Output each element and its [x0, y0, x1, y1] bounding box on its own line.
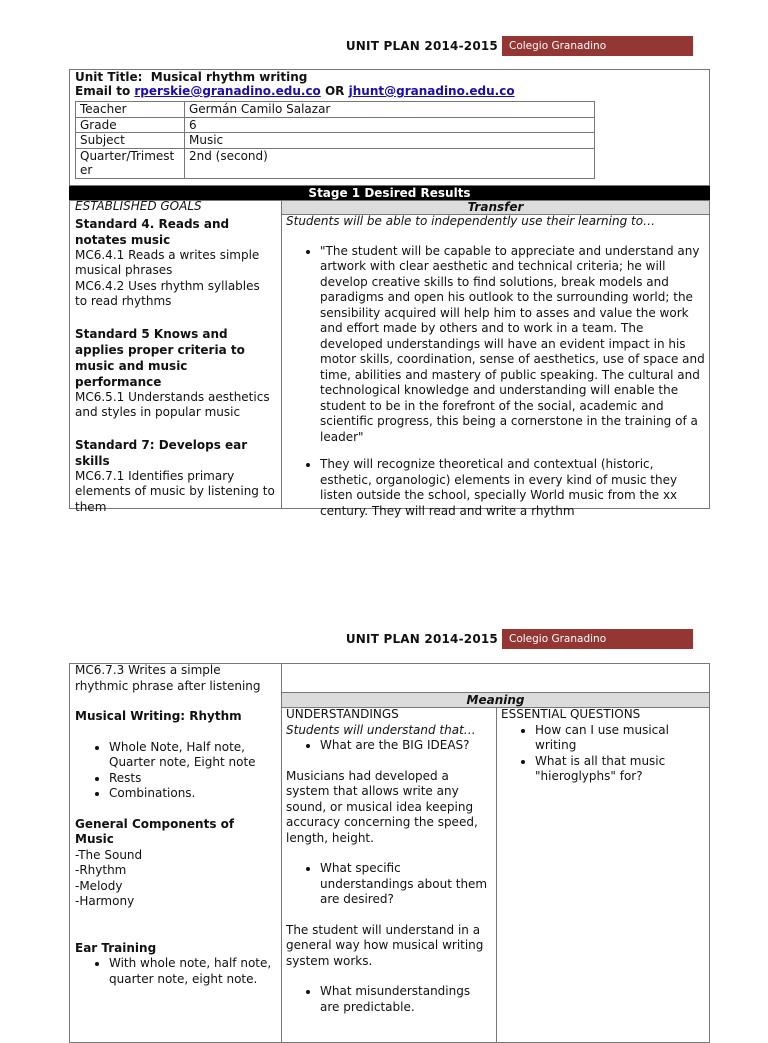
understandings-list-1	[286, 738, 491, 754]
understandings-bullet: • What misunderstandings are predictable.	[320, 984, 491, 1015]
transfer-column	[286, 214, 706, 519]
email-link-2[interactable]: jhunt@granadino.edu.co	[348, 84, 515, 98]
meaning-header: Meaning	[282, 693, 709, 707]
musical-writing-item: • Combinations.	[109, 786, 277, 802]
general-component-item: -The Sound	[75, 847, 143, 862]
transfer-bullet: • They will recognize theoretical and contextual (historic, esthetic, organologic) elements in every kind of music they listen outside the school, specially World music from the xx century. They will read and write a rhythm	[320, 457, 706, 519]
page-header	[0, 36, 768, 58]
info-label: Grade	[76, 117, 185, 133]
info-label: Quarter/Trimester	[76, 148, 185, 178]
understandings-paragraph-2: The student will understand in a general way how musical writing system works.	[286, 922, 484, 968]
transfer-list	[286, 244, 706, 520]
essential-questions-label: ESSENTIAL QUESTIONS	[501, 707, 641, 721]
info-row-teacher	[76, 102, 595, 118]
goals-column	[75, 199, 275, 515]
standard-4-1: MC6.4.1 Reads a writes simple musical phrases	[75, 247, 260, 277]
info-row-grade	[76, 117, 595, 133]
page2-goals-column	[75, 663, 277, 987]
info-value: 2nd (second)	[185, 148, 595, 178]
column-divider	[281, 200, 282, 509]
unit-title: Musical rhythm writing	[150, 70, 308, 84]
standard-4-title: Standard 4. Reads and notates music	[75, 216, 230, 247]
transfer-header: Transfer	[282, 201, 709, 214]
standard-5-title: Standard 5 Knows and applies proper criteria to music and music performance	[75, 326, 245, 389]
transfer-intro: Students will be able to independently use their learning to…	[286, 214, 656, 228]
email-link-1[interactable]: rperskie@granadino.edu.co	[134, 84, 321, 98]
general-components-title: General Components of Music	[75, 816, 235, 846]
standard-7-1: MC6.7.1 Identifies primary elements of music by listening to them	[75, 468, 275, 514]
general-component-item: -Melody	[75, 878, 123, 893]
standard-7-3: MC6.7.3 Writes a simple rhythmic phrase after listening	[75, 663, 261, 693]
standard-5-1: MC6.5.1 Understands aesthetics and styles in popular music	[75, 389, 270, 419]
understandings-paragraph-1: Musicians had developed a system that allows write any sound, or musical idea keeping accuracy concerning the speed, length, height.	[286, 768, 478, 845]
understandings-label: UNDERSTANDINGS	[286, 707, 399, 721]
stage1-band: Stage 1 Desired Results	[69, 186, 710, 200]
essential-question: • What is all that music "hieroglyphs" for?	[535, 754, 706, 785]
essential-questions-column	[501, 707, 706, 785]
understandings-intro: Students will understand that…	[286, 722, 476, 737]
school-badge: Colegio Granadino	[502, 36, 693, 56]
info-label: Teacher	[76, 102, 185, 118]
general-component-item: -Harmony	[75, 894, 135, 908]
info-value: Music	[185, 133, 595, 149]
ear-training-list	[75, 956, 277, 987]
standard-7-title: Standard 7: Develops ear skills	[75, 437, 248, 468]
unit-title-label: Unit Title:	[75, 70, 143, 84]
standard-4-2: MC6.4.2 Uses rhythm syllables to read rhythms	[75, 278, 260, 308]
musical-writing-item: • Whole Note, Half note, Quarter note, Eight note	[109, 740, 277, 771]
column-divider	[281, 663, 282, 1043]
essential-questions-list	[501, 723, 706, 785]
understandings-column	[286, 707, 491, 1015]
column-divider	[496, 708, 497, 1043]
page-header-2	[0, 629, 768, 651]
musical-writing-list	[75, 740, 277, 802]
understandings-list-3	[286, 984, 491, 1015]
info-label: Subject	[76, 133, 185, 149]
essential-question: • How can I use musical writing	[535, 723, 706, 754]
info-table	[75, 101, 595, 179]
understandings-list-2	[286, 861, 491, 908]
musical-writing-title: Musical Writing: Rhythm	[75, 709, 242, 723]
transfer-bullet: • "The student will be capable to appreciate and understand any artwork with clear aesthetic and technical criteria; he will develop creative skills to find solutions, break models and paradigms and open his outlook to the surrounding world; the sensibility acquired will help him to asses and value the work and effort made by others and to work in a team. The developed understandings will have an evident impact in his motor skills, coordination, sense of aesthetics, use of space and time, abilities and mastery of public speaking. The cultural and technological knowledge and understanding will enable the student to be in the forefront of the social, academic and scientific progress, this being a cornerstone in the training of a leader"	[320, 244, 706, 446]
musical-writing-item: • Rests	[109, 771, 277, 787]
understandings-bullet: • What are the BIG IDEAS?	[320, 738, 491, 754]
ear-training-item: • With whole note, half note, quarter note, eight note.	[109, 956, 277, 987]
unit-plan-title: UNIT PLAN 2014-2015	[345, 39, 498, 53]
unit-plan-title: UNIT PLAN 2014-2015	[345, 632, 498, 646]
info-value: Germán Camilo Salazar	[185, 102, 595, 118]
general-component-item: -Rhythm	[75, 863, 127, 877]
email-label: Email to	[75, 84, 131, 98]
school-badge: Colegio Granadino	[502, 629, 693, 649]
ear-training-title: Ear Training	[75, 940, 157, 955]
email-or: OR	[324, 84, 345, 98]
info-value: 6	[185, 117, 595, 133]
unit-title-line	[75, 70, 515, 98]
understandings-bullet: • What specific understandings about them are desired?	[320, 861, 491, 908]
goals-label: ESTABLISHED GOALS	[75, 199, 202, 213]
info-row-quarter	[76, 148, 595, 178]
info-row-subject	[76, 133, 595, 149]
